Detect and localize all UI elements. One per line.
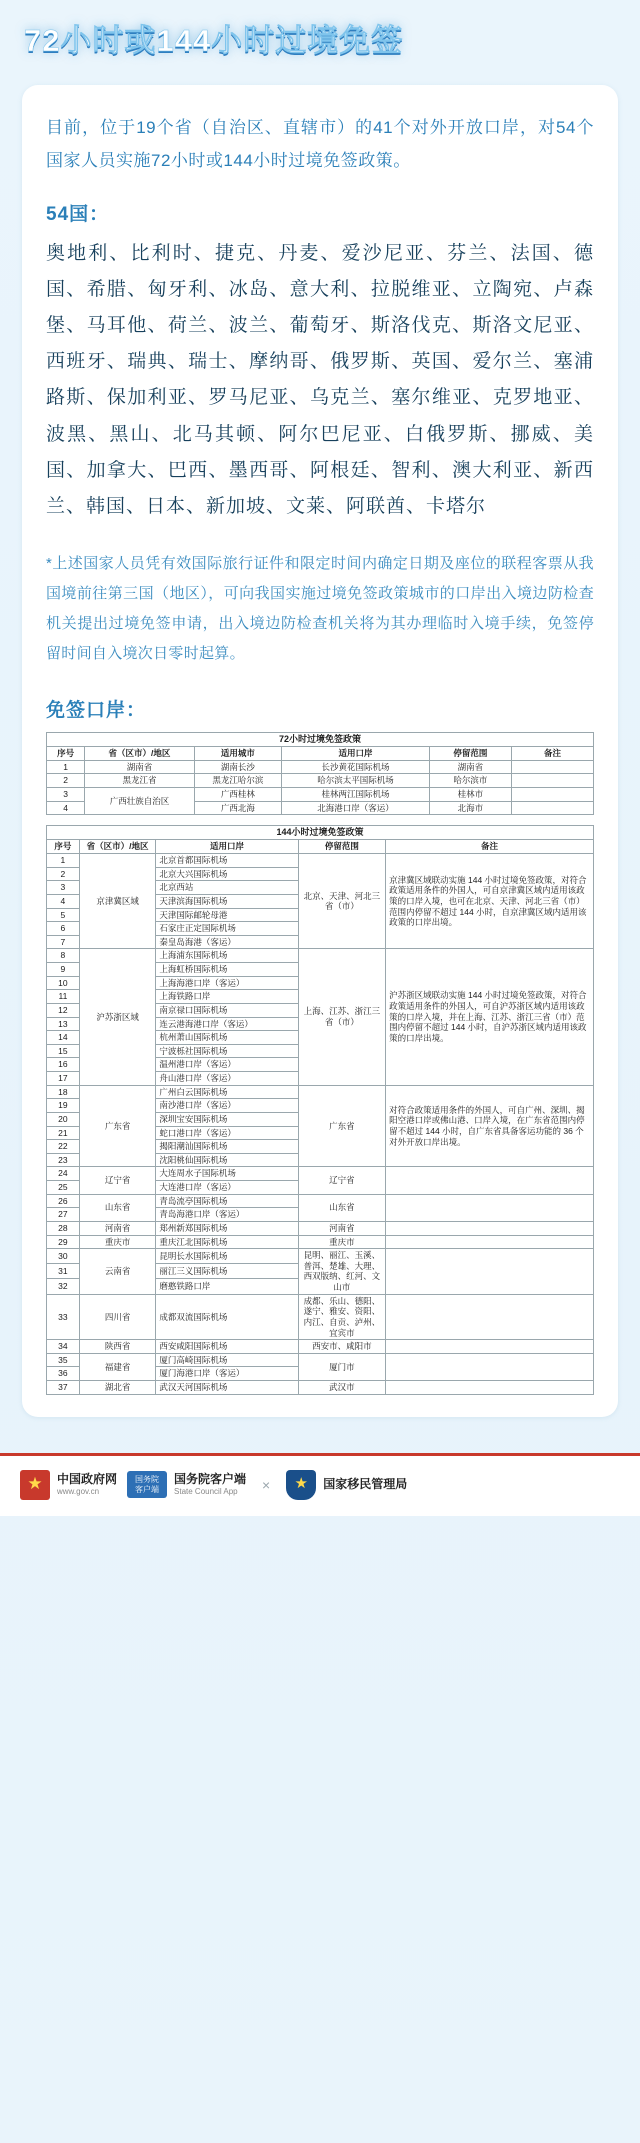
ports-heading: 免签口岸： <box>46 699 147 721</box>
cell-port: 上海海港口岸（客运） <box>156 976 298 990</box>
cell-remark <box>386 1294 594 1340</box>
table-row <box>47 1340 594 1354</box>
cell-region: 河南省 <box>79 1221 156 1235</box>
cell-region: 山东省 <box>79 1194 156 1221</box>
cell-port: 秦皇岛海港（客运） <box>156 935 298 949</box>
cell-stay: 成都、乐山、德阳、遂宁、雅安、资阳、内江、自贡、泸州、宜宾市 <box>298 1294 386 1340</box>
cell: 14 <box>47 1031 80 1045</box>
cell: 1 <box>47 854 80 868</box>
cell-stay: 西安市、咸阳市 <box>298 1340 386 1354</box>
cell-region: 陕西省 <box>79 1340 156 1354</box>
cell-port: 沈阳桃仙国际机场 <box>156 1153 298 1167</box>
table-row <box>47 1353 594 1367</box>
cell: 北海市 <box>429 801 511 815</box>
cell-region: 重庆市 <box>79 1235 156 1249</box>
cell <box>511 760 593 774</box>
app-logo-item[interactable] <box>127 1471 246 1497</box>
cell-stay: 厦门市 <box>298 1353 386 1380</box>
cell-port: 天津国际邮轮母港 <box>156 908 298 922</box>
cell: 广西桂林 <box>194 787 282 801</box>
table-row <box>47 1294 594 1340</box>
cell <box>511 787 593 801</box>
cell: 6 <box>47 922 80 936</box>
cell-stay: 山东省 <box>298 1194 386 1221</box>
cell: 24 <box>47 1167 80 1181</box>
cell: 湖南省 <box>85 760 194 774</box>
table-row <box>47 760 594 774</box>
cell: 10 <box>47 976 80 990</box>
cell-stay: 上海、江苏、浙江三省（市） <box>298 949 386 1085</box>
cell: 37 <box>47 1381 80 1395</box>
cell-remark <box>386 1194 594 1221</box>
agency-name: 国家移民管理局 <box>323 1477 408 1492</box>
cell: 34 <box>47 1340 80 1354</box>
cell: 18 <box>47 1085 80 1099</box>
cell: 4 <box>47 894 80 908</box>
cell: 25 <box>47 1181 80 1195</box>
cell-port: 大连周水子国际机场 <box>156 1167 298 1181</box>
cell-region: 四川省 <box>79 1294 156 1340</box>
cell: 23 <box>47 1153 80 1167</box>
cell-region: 辽宁省 <box>79 1167 156 1194</box>
cell: 广西北海 <box>194 801 282 815</box>
countries-list: 奥地利、比利时、捷克、丹麦、爱沙尼亚、芬兰、法国、德国、希腊、匈牙利、冰岛、意大利、拉脱维亚、立陶宛、卢森堡、马耳他、荷兰、波兰、葡萄牙、斯洛伐克、斯洛文尼亚、西班牙、瑞典、瑞士、摩纳哥、俄罗斯、英国、爱尔兰、塞浦路斯、保加利亚、罗马尼亚、乌克兰、塞尔维亚、克罗地亚、波黑、黑山、北马其顿、阿尔巴尼亚、白俄罗斯、挪威、美国、加拿大、巴西、墨西哥、阿根廷、智利、澳大利亚、新西兰、韩国、日本、新加坡、文莱、阿联酋、卡塔尔 <box>46 243 594 517</box>
cell-port: 广州白云国际机场 <box>156 1085 298 1099</box>
cell-port: 丽江三义国际机场 <box>156 1264 298 1279</box>
cell-port: 磨憨铁路口岸 <box>156 1279 298 1294</box>
cell: 35 <box>47 1353 80 1367</box>
app-sub: State Council App <box>174 1487 238 1497</box>
gov-name: 中国政府网 <box>57 1472 118 1487</box>
table-row <box>47 854 594 868</box>
cell: 桂林市 <box>429 787 511 801</box>
cell-stay: 北京、天津、河北三省（市） <box>298 854 386 949</box>
cell-remark: 沪苏浙区域联动实施 144 小时过境免签政策，对符合政策适用条件的外国人，可自沪苏浙区域内适用该政策的口岸入境，并在上海、江苏、浙江三省（市）范围内停留不超过 144 小时，自沪苏浙区域内适用该政策的口岸出境。 <box>386 949 594 1085</box>
cell: 哈尔滨太平国际机场 <box>282 774 430 788</box>
cell: 2 <box>47 774 85 788</box>
cell-port: 石家庄正定国际机场 <box>156 922 298 936</box>
cell-stay: 河南省 <box>298 1221 386 1235</box>
footer <box>0 1453 640 1516</box>
page-title: 72小时或144小时过境免签 <box>24 23 404 58</box>
cell-port: 青岛流亭国际机场 <box>156 1194 298 1208</box>
cell-stay: 昆明、丽江、玉溪、普洱、楚雄、大理、西双版纳、红河、文山市 <box>298 1249 386 1295</box>
th-144-4: 备注 <box>386 840 594 854</box>
cell-port: 昆明长水国际机场 <box>156 1249 298 1264</box>
table-row <box>47 1221 594 1235</box>
cell: 21 <box>47 1126 80 1140</box>
cell: 20 <box>47 1112 80 1126</box>
cell: 33 <box>47 1294 80 1340</box>
table-72h <box>46 732 594 815</box>
separator-x: × <box>262 1476 271 1493</box>
cell: 黑龙江哈尔滨 <box>194 774 282 788</box>
cell: 29 <box>47 1235 80 1249</box>
intro-paragraph: 目前，位于19个省（自治区、直辖市）的41个对外开放口岸，对54个国家人员实施72小时或144小时过境免签政策。 <box>46 117 594 170</box>
app-name: 国务院客户端 <box>174 1472 247 1487</box>
cell-port: 揭阳潮汕国际机场 <box>156 1140 298 1154</box>
cell-port: 杭州萧山国际机场 <box>156 1031 298 1045</box>
cell: 7 <box>47 935 80 949</box>
table-144h <box>46 825 594 1395</box>
national-emblem-icon <box>20 1470 50 1500</box>
table-row <box>47 1235 594 1249</box>
table-row <box>47 774 594 788</box>
table-row <box>47 1381 594 1395</box>
cell-port: 深圳宝安国际机场 <box>156 1112 298 1126</box>
cell-port: 北京大兴国际机场 <box>156 867 298 881</box>
cell: 1 <box>47 760 85 774</box>
cell-port: 成都双流国际机场 <box>156 1294 298 1340</box>
cell: 31 <box>47 1264 80 1279</box>
cell: 3 <box>47 881 80 895</box>
th-144-1: 省（区市）/地区 <box>79 840 156 854</box>
cell-stay: 武汉市 <box>298 1381 386 1395</box>
cell: 湖南省 <box>429 760 511 774</box>
cell: 3 <box>47 787 85 801</box>
cell-port: 武汉天河国际机场 <box>156 1381 298 1395</box>
cell-port: 厦门海港口岸（客运） <box>156 1367 298 1381</box>
cell-remark <box>386 1167 594 1194</box>
cell <box>511 774 593 788</box>
table-144h-title: 144小时过境免签政策 <box>47 826 594 840</box>
cell: 26 <box>47 1194 80 1208</box>
table-72h-title: 72小时过境免签政策 <box>47 732 594 746</box>
th-144-3: 停留范围 <box>298 840 386 854</box>
table-row <box>47 1249 594 1264</box>
cell-port: 大连港口岸（客运） <box>156 1181 298 1195</box>
content-card <box>22 85 618 1417</box>
cell-port: 宁波栎社国际机场 <box>156 1044 298 1058</box>
cell-region: 广东省 <box>79 1085 156 1167</box>
countries-heading: 54国： <box>46 204 110 226</box>
cell: 16 <box>47 1058 80 1072</box>
cell-stay: 辽宁省 <box>298 1167 386 1194</box>
cell: 北海港口岸（客运） <box>282 801 430 815</box>
cell: 哈尔滨市 <box>429 774 511 788</box>
cell-port: 南沙港口岸（客运） <box>156 1099 298 1113</box>
cell: 11 <box>47 990 80 1004</box>
th-144-0: 序号 <box>47 840 80 854</box>
cell: 27 <box>47 1208 80 1222</box>
cell-port: 舟山港口岸（客运） <box>156 1072 298 1086</box>
cell: 15 <box>47 1044 80 1058</box>
cell: 12 <box>47 1003 80 1017</box>
table-row <box>47 1167 594 1181</box>
gov-url: www.gov.cn <box>57 1487 100 1497</box>
cell-port: 上海浦东国际机场 <box>156 949 298 963</box>
table-row <box>47 1085 594 1099</box>
cell-port: 西安咸阳国际机场 <box>156 1340 298 1354</box>
cell-port: 温州港口岸（客运） <box>156 1058 298 1072</box>
cell-port: 青岛海港口岸（客运） <box>156 1208 298 1222</box>
cell: 22 <box>47 1140 80 1154</box>
cell-region: 云南省 <box>79 1249 156 1295</box>
cell: 长沙黄花国际机场 <box>282 760 430 774</box>
cell: 36 <box>47 1367 80 1381</box>
th-72-0: 序号 <box>47 747 85 761</box>
cell-port: 南京禄口国际机场 <box>156 1003 298 1017</box>
cell-port: 北京西站 <box>156 881 298 895</box>
policy-note: *上述国家人员凭有效国际旅行证件和限定时间内确定日期及座位的联程客票从我国境前往第三国（地区），可向我国实施过境免签政策城市的口岸出入境边防检查机关提出过境免签申请，出入境边防检查机关将为其办理临时入境手续，免签停留时间自入境次日零时起算。 <box>46 554 594 662</box>
cell: 28 <box>47 1221 80 1235</box>
th-72-5: 备注 <box>511 747 593 761</box>
cell-region: 京津冀区域 <box>79 854 156 949</box>
cell: 湖南长沙 <box>194 760 282 774</box>
cell: 17 <box>47 1072 80 1086</box>
cell-remark: 京津冀区域联动实施 144 小时过境免签政策，对符合政策适用条件的外国人，可自京津冀区域内适用该政策的口岸入境，也可在北京、天津、河北三省（市）范围内停留不超过 144 小时，自京津冀区域内适用该政策的口岸出境。 <box>386 854 594 949</box>
cell-port: 连云港海港口岸（客运） <box>156 1017 298 1031</box>
cell-stay: 重庆市 <box>298 1235 386 1249</box>
app-badge-icon: 国务院客户端 <box>127 1471 167 1497</box>
th-72-1: 省（区市）/地区 <box>85 747 194 761</box>
cell-stay: 广东省 <box>298 1085 386 1167</box>
cell: 32 <box>47 1279 80 1294</box>
cell: 9 <box>47 963 80 977</box>
cell: 30 <box>47 1249 80 1264</box>
cell-remark <box>386 1249 594 1295</box>
cell-region: 湖北省 <box>79 1381 156 1395</box>
cell-remark <box>386 1340 594 1354</box>
cell: 黑龙江省 <box>85 774 194 788</box>
cell-port: 北京首都国际机场 <box>156 854 298 868</box>
cell-port: 蛇口港口岸（客运） <box>156 1126 298 1140</box>
cell <box>511 801 593 815</box>
cell-region: 沪苏浙区域 <box>79 949 156 1085</box>
cell-remark <box>386 1235 594 1249</box>
cell: 桂林两江国际机场 <box>282 787 430 801</box>
cell: 2 <box>47 867 80 881</box>
agency-logo-item[interactable] <box>286 1470 407 1500</box>
immigration-shield-icon <box>286 1470 316 1500</box>
th-72-3: 适用口岸 <box>282 747 430 761</box>
th-72-4: 停留范围 <box>429 747 511 761</box>
cell-remark: 对符合政策适用条件的外国人，可自广州、深圳、揭阳空港口岸或佛山港、口岸入境，在广东省范围内停留不超过 144 小时，自广东省具备客运功能的 36 个对外开放口岸出境。 <box>386 1085 594 1167</box>
cell-port: 上海虹桥国际机场 <box>156 963 298 977</box>
table-row <box>47 949 594 963</box>
title-wrap <box>0 0 640 67</box>
cell: 13 <box>47 1017 80 1031</box>
cell-remark <box>386 1221 594 1235</box>
th-72-2: 适用城市 <box>194 747 282 761</box>
cell-region: 福建省 <box>79 1353 156 1380</box>
cell-port: 上海铁路口岸 <box>156 990 298 1004</box>
cell-remark <box>386 1381 594 1395</box>
table-row <box>47 787 594 801</box>
cell-remark <box>386 1353 594 1380</box>
cell: 8 <box>47 949 80 963</box>
gov-logo-item[interactable] <box>20 1470 117 1500</box>
cell-port: 天津滨海国际机场 <box>156 894 298 908</box>
cell: 广西壮族自治区 <box>85 787 194 814</box>
cell: 4 <box>47 801 85 815</box>
cell-port: 重庆江北国际机场 <box>156 1235 298 1249</box>
cell: 19 <box>47 1099 80 1113</box>
cell-port: 郑州新郑国际机场 <box>156 1221 298 1235</box>
table-row <box>47 1194 594 1208</box>
cell-port: 厦门高崎国际机场 <box>156 1353 298 1367</box>
cell: 5 <box>47 908 80 922</box>
th-144-2: 适用口岸 <box>156 840 298 854</box>
